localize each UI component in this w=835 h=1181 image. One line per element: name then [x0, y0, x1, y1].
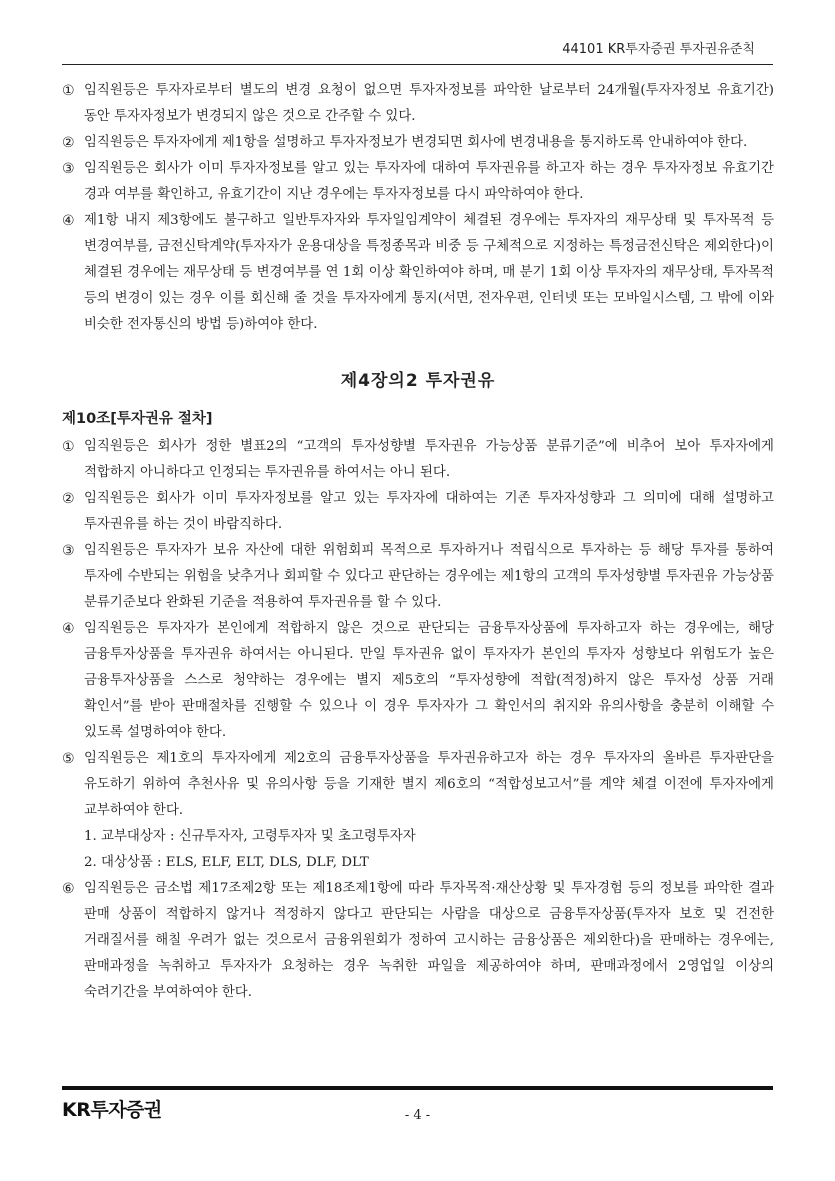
paragraph: ④ 임직원등은 투자자가 본인에게 적합하지 않은 것으로 판단되는 금융투자상품에 투자하고자 하는 경우에는, 해당 금융투자상품을 투자권유 하여서는 아니된다. 만일 투자권유 없이 투자자가 본인의 투자자 성향보다 위험도가 높은 금융투자상품을 스스로 청약하는 경우에는 별지 제5호의 “투자성향에 적합(적정)하지 않은 투자성 상품 거래 확인서”를 받아 판매절차를 진행할 수 있으나 이 경우 투자자가 그 확인서의 취지와 유의사항을 충분히 이해할 수 있도록 설명하여야 한다. — [62, 621, 774, 740]
paragraph: ① 임직원등은 투자자로부터 별도의 변경 요청이 없으면 투자자정보를 파악한 날로부터 24개월(투자자정보 유효기간) 동안 투자자정보가 변경되지 않은 것으로 간주할 수 있다. — [62, 83, 774, 124]
document-body — [62, 78, 774, 1006]
paragraph: ② 임직원등은 투자자에게 제1항을 설명하고 투자자정보가 변경되면 회사에 변경내용을 통지하도록 안내하여야 한다. — [62, 135, 748, 151]
chapter-title: 제4장의2 투자권유 — [340, 371, 496, 391]
paragraph: ⑥ 임직원등은 금소법 제17조제2항 또는 제18조제1항에 따라 투자목적·재산상황 및 투자경험 등의 정보를 파악한 결과 판매 상품이 적합하지 않거나 적정하지 않다고 판단되는 사람을 대상으로 금융투자상품(투자자 보호 및 건전한 거래질서를 해칠 우려가 없는 것으로서 금융위원회가 정하여 고시하는 금융상품은 제외한다)을 판매하는 경우에는, 판매과정을 녹취하고 투자자가 요청하는 경우 녹취한 파일을 제공하여야 하며, 판매과정에서 2영업일 이상의 숙려기간을 부여하여야 한다. — [62, 881, 774, 1000]
article-title: 제10조[투자권유 절차] — [62, 411, 213, 427]
company-logo: KR투자증권 — [62, 1099, 162, 1121]
paragraph: ④ 제1항 내지 제3항에도 불구하고 일반투자자와 투자일임계약이 체결된 경우에는 투자자의 재무상태 및 투자목적 등 변경여부를, 금전신탁계약(투자자가 운용대상을 특정종목과 비중 등 구체적으로 지정하는 특정금전신탁은 제외한다)이 체결된 경우에는 재무상태 등 변경여부를 연 1회 이상 확인하여야 하며, 매 분기 1회 이상 투자자의 재무상태, 투자목적 등의 변경이 있는 경우 이를 회신해 줄 것을 투자자에게 통지(서면, 전자우편, 인터넷 또는 모바일시스템, 그 밖에 이와 비슷한 전자통신의 방법 등)하여야 한다. — [62, 213, 774, 332]
paragraph: ③ 임직원등은 회사가 이미 투자자정보를 알고 있는 투자자에 대하여 투자권유를 하고자 하는 경우 투자자정보 유효기간 경과 여부를 확인하고, 유효기간이 지난 경우에는 투자자정보를 다시 파악하여야 한다. — [62, 161, 774, 202]
paragraph: ③ 임직원등은 투자자가 보유 자산에 대한 위험회피 목적으로 투자하거나 적립식으로 투자하는 등 해당 투자를 통하여 투자에 수반되는 위험을 낮추거나 회피할 수 있다고 판단하는 경우에는 제1항의 고객의 투자성향별 투자권유 가능상품 분류기준보다 완화된 기준을 적용하여 투자권유를 할 수 있다. — [62, 543, 774, 610]
sub-item: 1. 교부대상자 : 신규투자자, 고령투자자 및 초고령투자자 — [84, 829, 416, 844]
sub-item: 2. 대상상품 : ELS, ELF, ELT, DLS, DLF, DLT — [84, 855, 369, 870]
paragraph: ⑤ 임직원등은 제1호의 투자자에게 제2호의 금융투자상품을 투자권유하고자 하는 경우 투자자의 올바른 투자판단을 유도하기 위하여 추천사유 및 유의사항 등을 기재한 별지 제6호의 “적합성보고서”를 계약 체결 이전에 투자자에게 교부하여야 한다. — [62, 751, 774, 818]
paragraph: ① 임직원등은 회사가 정한 별표2의 “고객의 투자성향별 투자권유 가능상품 분류기준”에 비추어 보아 투자자에게 적합하지 아니하다고 인정되는 투자권유를 하여서는 아니 된다. — [62, 439, 774, 480]
page-header: 44101 KR투자증권 투자권유준칙 — [562, 42, 755, 57]
header-rule — [62, 64, 773, 65]
paragraph: ② 임직원등은 회사가 이미 투자자정보를 알고 있는 투자자에 대하여는 기존 투자자성향과 그 의미에 대해 설명하고 투자권유를 하는 것이 바람직하다. — [62, 491, 774, 532]
page-number: - 4 - — [404, 1108, 431, 1123]
footer-rule — [62, 1086, 773, 1090]
